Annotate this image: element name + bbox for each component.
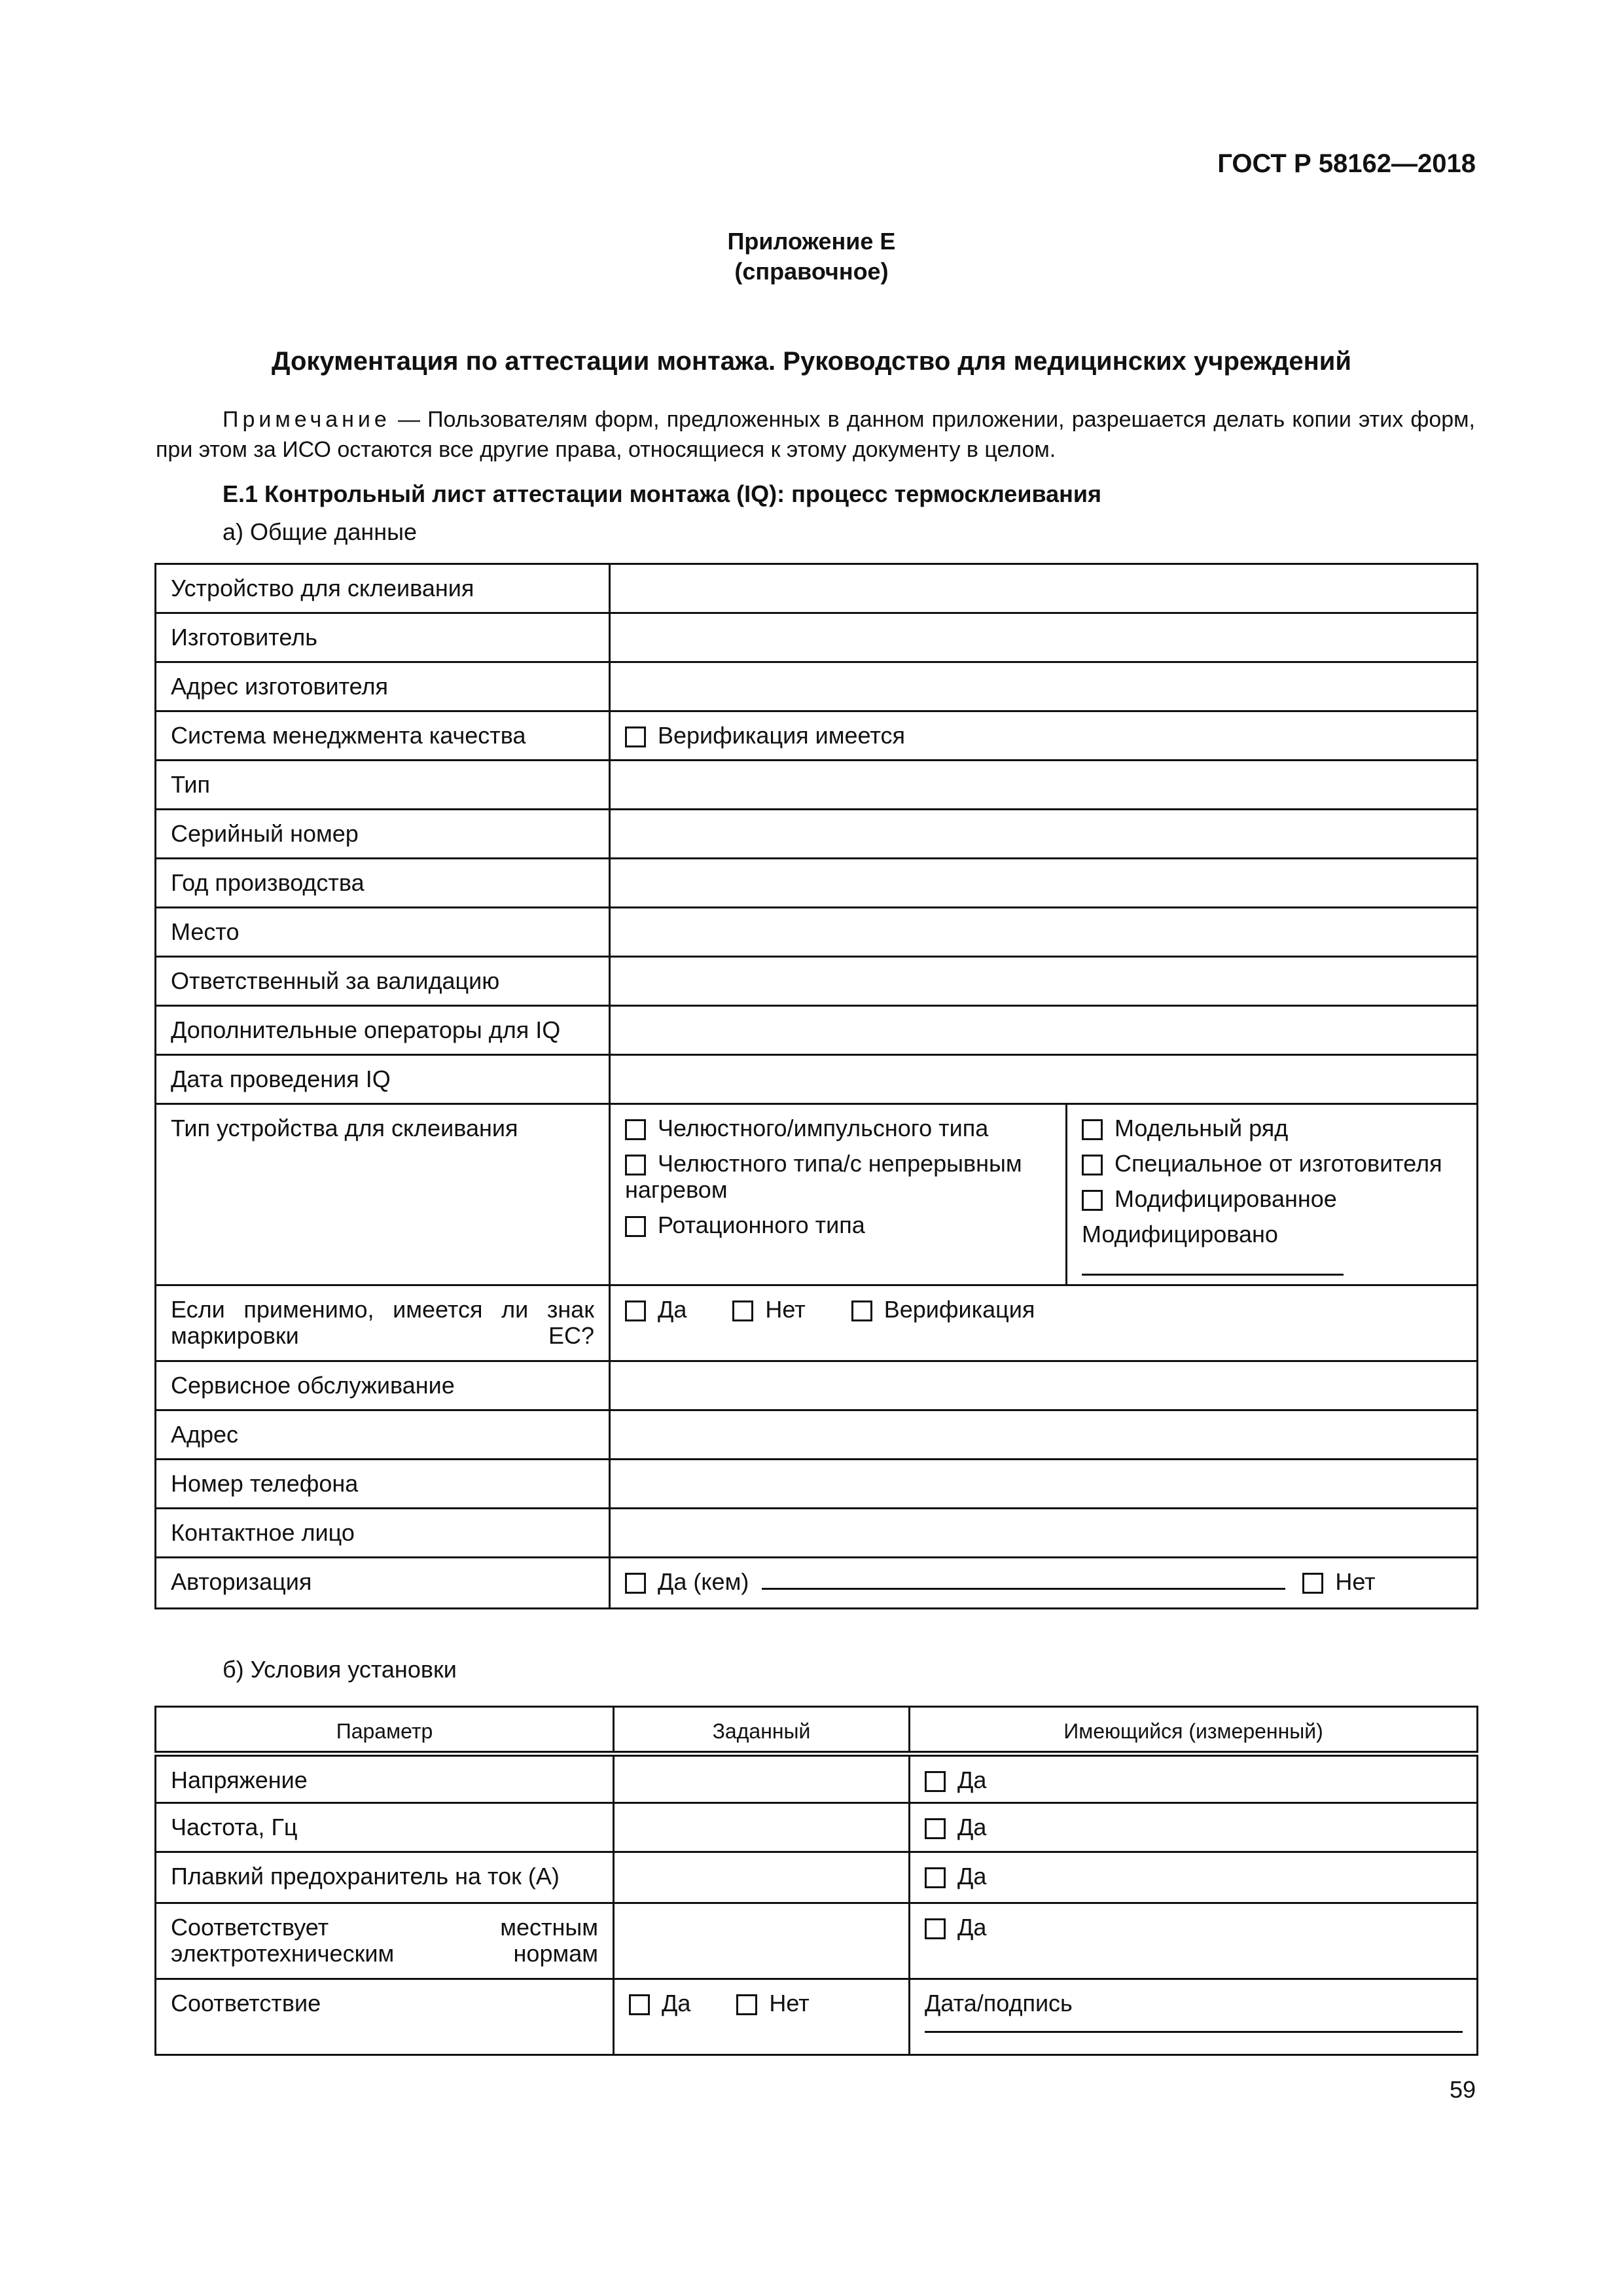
table-row: Сервисное обслуживание	[156, 1361, 1478, 1410]
conformity-yes-checkbox[interactable]	[629, 1994, 650, 2015]
note-label: Примечание	[223, 407, 391, 432]
table-row: Соответствует местным электротехническим нормам Да	[156, 1903, 1478, 1979]
frequency-yes-checkbox[interactable]	[925, 1818, 946, 1839]
auth-by-line[interactable]	[762, 1588, 1285, 1590]
table-row: Дата проведения IQ	[156, 1055, 1478, 1104]
header-row	[156, 1707, 1478, 1754]
table-row: Контактное лицо	[156, 1509, 1478, 1558]
section-title: Е.1 Контрольный лист аттестации монтажа (IQ): процесс термосклеивания	[223, 480, 1102, 507]
table-row: Адрес	[156, 1410, 1478, 1460]
value-cell[interactable]	[610, 810, 1478, 859]
appendix-subtitle: (справочное)	[734, 258, 889, 285]
conformity-no-checkbox[interactable]	[736, 1994, 757, 2015]
device-type-left-cell: Челюстного/импульсного типа Челюстного типа/с непрерывным нагревом Ротационного типа	[610, 1104, 1067, 1285]
table-row: Частота, Гц Да	[156, 1803, 1478, 1852]
value-cell[interactable]	[610, 1361, 1478, 1410]
table-row: Соответствие Да Нет Дата/подпись	[156, 1979, 1478, 2055]
table-row: Устройство для склеивания	[156, 564, 1478, 613]
qms-verification-checkbox[interactable]	[625, 726, 646, 747]
table-row: Адрес изготовителя	[156, 662, 1478, 711]
voltage-yes-checkbox[interactable]	[925, 1771, 946, 1792]
table-row: Дополнительные операторы для IQ	[156, 1006, 1478, 1055]
part-a-title: а) Общие данные	[223, 518, 418, 545]
table-row: Если применимо, имеется ли знак маркировки ЕС? Да Нет Верификация	[156, 1285, 1478, 1361]
table-row: Система менеджмента качества Верификация имеется	[156, 711, 1478, 761]
date-signature-label: Дата/подпись	[925, 1990, 1073, 2017]
table-row: Место	[156, 908, 1478, 957]
value-cell[interactable]	[610, 761, 1478, 810]
table-row: Тип	[156, 761, 1478, 810]
value-cell[interactable]	[610, 1055, 1478, 1104]
value-cell[interactable]	[610, 1460, 1478, 1509]
table-row: Серийный номер	[156, 810, 1478, 859]
auth-yes-checkbox[interactable]	[625, 1573, 646, 1594]
checkbox-model-range[interactable]	[1082, 1119, 1103, 1140]
modified-label: Модифицировано	[1082, 1221, 1278, 1247]
page-number: 59	[1449, 2076, 1476, 2103]
ce-mark-cell: Да Нет Верификация	[610, 1285, 1478, 1361]
standard-number: ГОСТ Р 58162—2018	[1217, 149, 1476, 178]
ce-no-checkbox[interactable]	[732, 1300, 753, 1321]
document-title: Документация по аттестации монтажа. Руководство для медицинских учреждений	[272, 347, 1351, 376]
col-header-specified: Заданный	[614, 1707, 910, 1754]
value-cell[interactable]	[610, 859, 1478, 908]
checkbox-jaw-continuous[interactable]	[625, 1155, 646, 1175]
value-cell[interactable]	[610, 957, 1478, 1006]
appendix-title: Приложение Е	[727, 228, 896, 255]
value-cell[interactable]	[610, 662, 1478, 711]
value-cell[interactable]	[610, 1006, 1478, 1055]
note-text: — Пользователям форм, предложенных в данном приложении, разрешается делать копии этих форм, при этом за ИСО остаются все другие права, относящиеся к этому документу в целом.	[156, 407, 1475, 462]
value-cell[interactable]	[610, 1410, 1478, 1460]
note	[156, 404, 1475, 465]
part-b-title: б) Условия установки	[223, 1656, 457, 1683]
ce-yes-checkbox[interactable]	[625, 1300, 646, 1321]
checkbox-rotary[interactable]	[625, 1216, 646, 1237]
col-header-measured: Имеющийся (измеренный)	[910, 1707, 1478, 1754]
specified-cell[interactable]	[614, 1754, 910, 1803]
value-cell[interactable]	[610, 613, 1478, 662]
table-row: Напряжение Да	[156, 1754, 1478, 1803]
col-header-parameter: Параметр	[156, 1707, 614, 1754]
checkbox-jaw-impulse[interactable]	[625, 1119, 646, 1140]
specified-cell[interactable]	[614, 1852, 910, 1903]
general-data-table	[154, 563, 1478, 1609]
table-row: Тип устройства для склеивания Челюстного/импульсного типа Челюстного типа/с непрерывным нагревом Ротационного типа Модельный ряд Специальное от изготовителя Модифицированное Модифицировано	[156, 1104, 1478, 1285]
table-row: Год производства	[156, 859, 1478, 908]
table-row: Номер телефона	[156, 1460, 1478, 1509]
value-cell[interactable]	[610, 1509, 1478, 1558]
modified-input-line[interactable]	[1082, 1247, 1344, 1276]
table-row: Ответственный за валидацию	[156, 957, 1478, 1006]
specified-cell[interactable]	[614, 1903, 910, 1979]
value-cell[interactable]	[610, 908, 1478, 957]
ce-verification-checkbox[interactable]	[851, 1300, 872, 1321]
table-row: Авторизация Да (кем) Нет	[156, 1558, 1478, 1609]
table-row: Изготовитель	[156, 613, 1478, 662]
fuse-yes-checkbox[interactable]	[925, 1867, 946, 1888]
value-cell[interactable]	[610, 564, 1478, 613]
installation-conditions-table	[154, 1706, 1478, 2056]
specified-cell[interactable]	[614, 1803, 910, 1852]
device-type-right-cell: Модельный ряд Специальное от изготовителя Модифицированное Модифицировано	[1067, 1104, 1478, 1285]
checkbox-modified[interactable]	[1082, 1190, 1103, 1211]
electrical-norms-yes-checkbox[interactable]	[925, 1918, 946, 1939]
qms-cell: Верификация имеется	[610, 711, 1478, 761]
date-signature-line[interactable]	[925, 2017, 1463, 2033]
checkbox-manufacturer-special[interactable]	[1082, 1155, 1103, 1175]
authorization-cell: Да (кем) Нет	[610, 1558, 1478, 1609]
table-row: Плавкий предохранитель на ток (А) Да	[156, 1852, 1478, 1903]
auth-no-checkbox[interactable]	[1302, 1573, 1323, 1594]
